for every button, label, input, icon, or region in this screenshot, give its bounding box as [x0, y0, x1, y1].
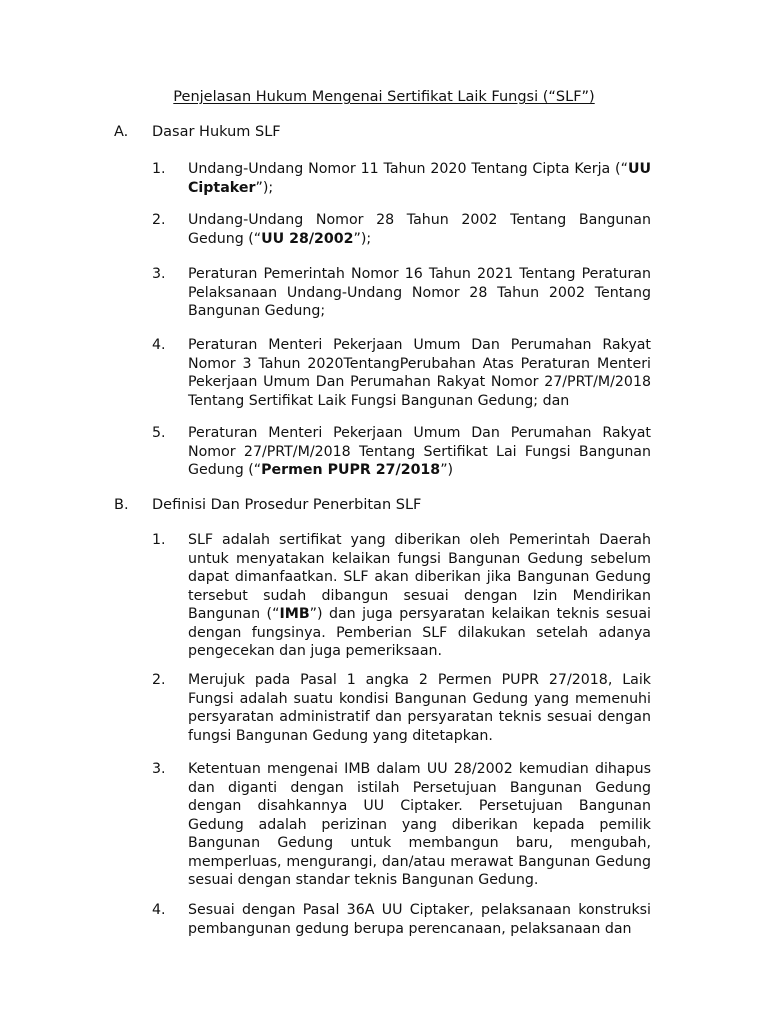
item-text-run: Undang-Undang Nomor 28 Tahun 2002 Tentang Bangunan Gedung (“: [188, 212, 651, 247]
item-text-bold: UU 28/2002: [261, 230, 354, 247]
item-number: 2.: [152, 212, 166, 228]
item-text: [188, 760, 651, 890]
section-heading-text: Definisi Dan Prosedur Penerbitan SLF: [152, 497, 422, 513]
item-number: 1.: [152, 161, 166, 177]
document-title: [0, 88, 768, 106]
item-text-run: ”): [440, 462, 454, 478]
item-text-run: SLF adalah sertifikat yang diberikan oleh Pemerintah Daerah untuk menyatakan kelaikan fungsi Bangunan Gedung sebelum dapat dimanfaatkan. SLF akan diberikan jika Bangunan Gedung tersebut sudah dibangun sesuai dengan Izin Mendirikan Bangunan (“: [188, 532, 651, 622]
item-text-run: Undang-Undang Nomor 11 Tahun 2020 Tentang Cipta Kerja (“: [188, 161, 628, 177]
item-text-bold: Permen PUPR 27/2018: [261, 462, 441, 478]
item-text-run: ”);: [255, 179, 274, 196]
item-text-run: Peraturan Menteri Pekerjaan Umum Dan Perumahan Rakyat Nomor 27/PRT/M/2018 Tentang Sertifikat Lai Fungsi Bangunan Gedung (“: [188, 425, 651, 478]
item-text: [188, 671, 651, 745]
item-text: [188, 531, 651, 661]
item-text: [188, 336, 651, 410]
item-number: 2.: [152, 672, 166, 688]
item-number: 1.: [152, 532, 166, 548]
item-text: [188, 424, 651, 480]
section-letter: A.: [114, 124, 129, 140]
item-text-bold: IMB: [279, 606, 310, 622]
item-text: [188, 265, 651, 321]
section-heading-text: Dasar Hukum SLF: [152, 124, 281, 140]
item-number: 5.: [152, 425, 166, 441]
section-letter: B.: [114, 497, 129, 513]
item-text-run: Peraturan Menteri Pekerjaan Umum Dan Perumahan Rakyat Nomor 3 Tahun 2020TentangPerubahan Atas Peraturan Menteri Pekerjaan Umum Dan Perumahan Rakyat Nomor 27/PRT/M/2018 Tentang Sertifikat Laik Fungsi Bangunan Gedung; dan: [188, 337, 651, 409]
item-text: [188, 901, 651, 938]
item-number: 3.: [152, 266, 166, 282]
item-number: 3.: [152, 761, 166, 777]
item-text-run: Peraturan Pemerintah Nomor 16 Tahun 2021 Tentang Peraturan Pelaksanaan Undang-Undang Nomor 28 Tahun 2002 Tentang Bangunan Gedung;: [188, 266, 651, 319]
item-text-run: ”) dan juga persyaratan kelaikan teknis sesuai dengan fungsinya. Pemberian SLF dilakukan setelah adanya pengecekan dan juga pemeriksaan.: [188, 606, 652, 659]
item-text-run: Merujuk pada Pasal 1 angka 2 Permen PUPR 27/2018, Laik Fungsi adalah suatu kondisi Bangunan Gedung yang memenuhi persyaratan administratif dan persyaratan teknis sesuai dengan fungsi Bangunan Gedung yang ditetapkan.: [188, 672, 651, 744]
item-number: 4.: [152, 337, 166, 353]
item-text-run: Ketentuan mengenai IMB dalam UU 28/2002 kemudian dihapus dan diganti dengan istilah Persetujuan Bangunan Gedung dengan disahkannya UU Ciptaker. Persetujuan Bangunan Gedung adalah perizinan yang diberikan kepada pemilik Bangunan Gedung untuk membangun baru, mengubah, memperluas, mengurangi, dan/atau merawat Bangunan Gedung sesuai dengan standar teknis Bangunan Gedung.: [188, 761, 651, 888]
item-text: [188, 160, 651, 197]
document-title-text: Penjelasan Hukum Mengenai Sertifikat Laik Fungsi (“SLF”): [173, 89, 595, 105]
item-text-run: ”);: [353, 230, 372, 247]
item-number: 4.: [152, 902, 166, 918]
item-text-run: Sesuai dengan Pasal 36A UU Ciptaker, pelaksanaan konstruksi pembangunan gedung berupa perencanaan, pelaksanaan dan: [188, 902, 651, 937]
item-text: [188, 211, 651, 248]
item-text-bold: UU Ciptaker: [188, 161, 651, 196]
